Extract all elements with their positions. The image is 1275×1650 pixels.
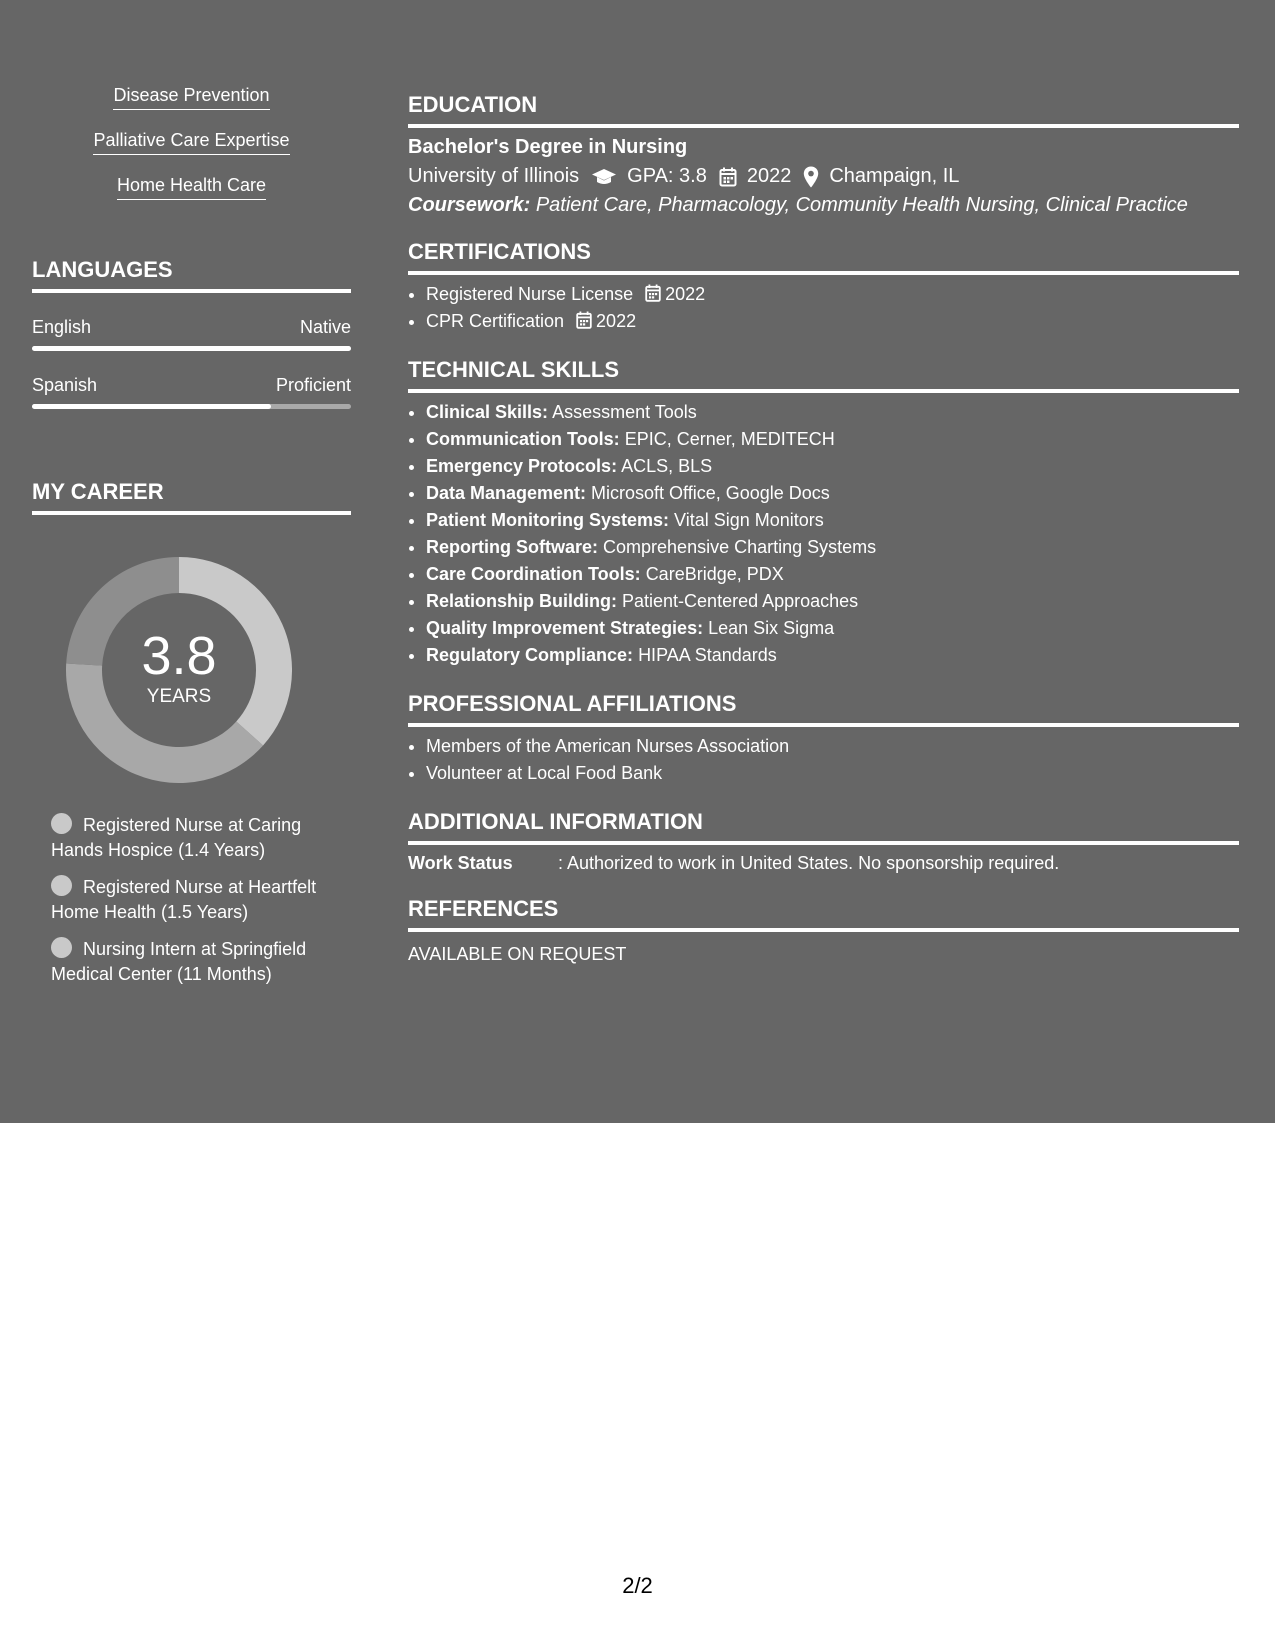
career-legend bbox=[51, 813, 321, 986]
location-pin-icon bbox=[803, 166, 819, 188]
skill-value: Microsoft Office, Google Docs bbox=[591, 483, 830, 503]
school-name: University of Illinois bbox=[408, 165, 580, 187]
legend-dot bbox=[51, 813, 72, 834]
language-item bbox=[32, 375, 351, 409]
coursework-list: Patient Care, Pharmacology, Community Health Nursing, Clinical Practice bbox=[535, 194, 1188, 216]
left-column bbox=[32, 84, 351, 999]
career-total: 3.8 bbox=[141, 626, 217, 686]
certifications-heading: CERTIFICATIONS bbox=[408, 239, 1239, 275]
skill-value: Vital Sign Monitors bbox=[674, 510, 824, 530]
career-label: Registered Nurse at Heartfelt Home Health (1.5 Years) bbox=[51, 877, 317, 922]
skill-item bbox=[426, 615, 1239, 642]
affiliation-item: • Members of the American Nurses Association bbox=[426, 733, 1239, 760]
legend-dot bbox=[51, 875, 72, 896]
career-donut-chart bbox=[66, 557, 292, 783]
skill-label: Patient Monitoring Systems: bbox=[426, 510, 670, 530]
skill-tags bbox=[32, 84, 351, 219]
page-number: 2/2 bbox=[622, 1573, 653, 1598]
skill-item bbox=[426, 480, 1239, 507]
skill-value: Lean Six Sigma bbox=[708, 618, 835, 638]
skill-value: EPIC, Cerner, MEDITECH bbox=[624, 429, 835, 449]
right-column bbox=[408, 92, 1239, 965]
career-legend-item bbox=[51, 875, 321, 924]
language-bar-fill bbox=[32, 404, 271, 409]
skill-value: Assessment Tools bbox=[552, 402, 697, 422]
education-heading: EDUCATION bbox=[408, 92, 1239, 128]
skill-item bbox=[426, 453, 1239, 480]
affiliations-list bbox=[408, 733, 1239, 787]
career-unit: YEARS bbox=[146, 686, 212, 707]
coursework bbox=[408, 194, 1239, 217]
skill-tag: Home Health Care bbox=[117, 174, 266, 200]
skill-label: Relationship Building: bbox=[426, 591, 617, 611]
skill-item bbox=[426, 561, 1239, 588]
certification-item bbox=[426, 281, 1239, 308]
additional-info-heading: ADDITIONAL INFORMATION bbox=[408, 809, 1239, 845]
skill-label: Care Coordination Tools: bbox=[426, 564, 641, 584]
school-location: Champaign, IL bbox=[829, 165, 960, 187]
skill-label: Quality Improvement Strategies: bbox=[426, 618, 704, 638]
skill-label: Clinical Skills: bbox=[426, 402, 549, 422]
work-status-label: Work Status bbox=[408, 853, 513, 873]
language-level: Native bbox=[299, 317, 351, 337]
technical-skills-list bbox=[408, 399, 1239, 669]
affiliation-item: • Volunteer at Local Food Bank bbox=[426, 760, 1239, 787]
skill-item bbox=[426, 588, 1239, 615]
degree-title: Bachelor's Degree in Nursing bbox=[408, 136, 688, 158]
skill-item bbox=[426, 642, 1239, 669]
skill-label: Reporting Software: bbox=[426, 537, 599, 557]
affiliations-heading: PROFESSIONAL AFFILIATIONS bbox=[408, 691, 1239, 727]
skill-item bbox=[426, 426, 1239, 453]
skill-value: HIPAA Standards bbox=[638, 645, 777, 665]
coursework-label: Coursework: bbox=[408, 194, 531, 216]
calendar-icon bbox=[719, 167, 737, 187]
career-label: Registered Nurse at Caring Hands Hospice (1.4 Years) bbox=[51, 815, 302, 860]
skill-value: CareBridge, PDX bbox=[645, 564, 784, 584]
skill-label: Emergency Protocols: bbox=[426, 456, 618, 476]
skill-value: Patient-Centered Approaches bbox=[622, 591, 859, 611]
legend-dot bbox=[51, 937, 72, 958]
language-bar bbox=[32, 346, 351, 351]
certification-item bbox=[426, 308, 1239, 335]
career-legend-item bbox=[51, 813, 321, 862]
gpa: GPA: 3.8 bbox=[627, 165, 707, 187]
certification-year: 2022 bbox=[665, 284, 706, 304]
skill-value: ACLS, BLS bbox=[621, 456, 713, 476]
language-name: Spanish bbox=[32, 375, 98, 395]
skill-label: Regulatory Compliance: bbox=[426, 645, 634, 665]
language-name: English bbox=[32, 317, 92, 337]
technical-skills-heading: TECHNICAL SKILLS bbox=[408, 357, 1239, 393]
certification-name: Registered Nurse License bbox=[426, 284, 634, 304]
work-status bbox=[408, 853, 1239, 874]
certification-year: 2022 bbox=[596, 311, 637, 331]
skill-value: Comprehensive Charting Systems bbox=[603, 537, 877, 557]
calendar-icon bbox=[576, 311, 592, 329]
education-details bbox=[408, 165, 1239, 188]
calendar-icon bbox=[645, 284, 661, 302]
skill-tag: Palliative Care Expertise bbox=[93, 129, 289, 155]
graduation-cap-icon bbox=[591, 168, 617, 186]
work-status-value: : Authorized to work in United States. No sponsorship required. bbox=[558, 853, 1060, 873]
career-legend-item bbox=[51, 937, 321, 986]
skill-tag: Disease Prevention bbox=[113, 84, 269, 110]
graduation-year: 2022 bbox=[746, 165, 792, 187]
skill-item bbox=[426, 507, 1239, 534]
skill-label: Communication Tools: bbox=[426, 429, 620, 449]
language-bar-fill bbox=[32, 346, 351, 351]
career-heading: MY CAREER bbox=[32, 479, 351, 515]
certifications-list bbox=[408, 281, 1239, 335]
references-text: AVAILABLE ON REQUEST bbox=[408, 944, 627, 964]
skill-item bbox=[426, 534, 1239, 561]
references-heading: REFERENCES bbox=[408, 896, 1239, 932]
skill-label: Data Management: bbox=[426, 483, 587, 503]
languages-heading: LANGUAGES bbox=[32, 257, 351, 293]
language-bar bbox=[32, 404, 351, 409]
language-item bbox=[32, 317, 351, 351]
language-level: Proficient bbox=[275, 375, 351, 395]
skill-item bbox=[426, 399, 1239, 426]
certification-name: CPR Certification bbox=[426, 311, 565, 331]
career-label: Nursing Intern at Springfield Medical Center (11 Months) bbox=[51, 939, 307, 984]
